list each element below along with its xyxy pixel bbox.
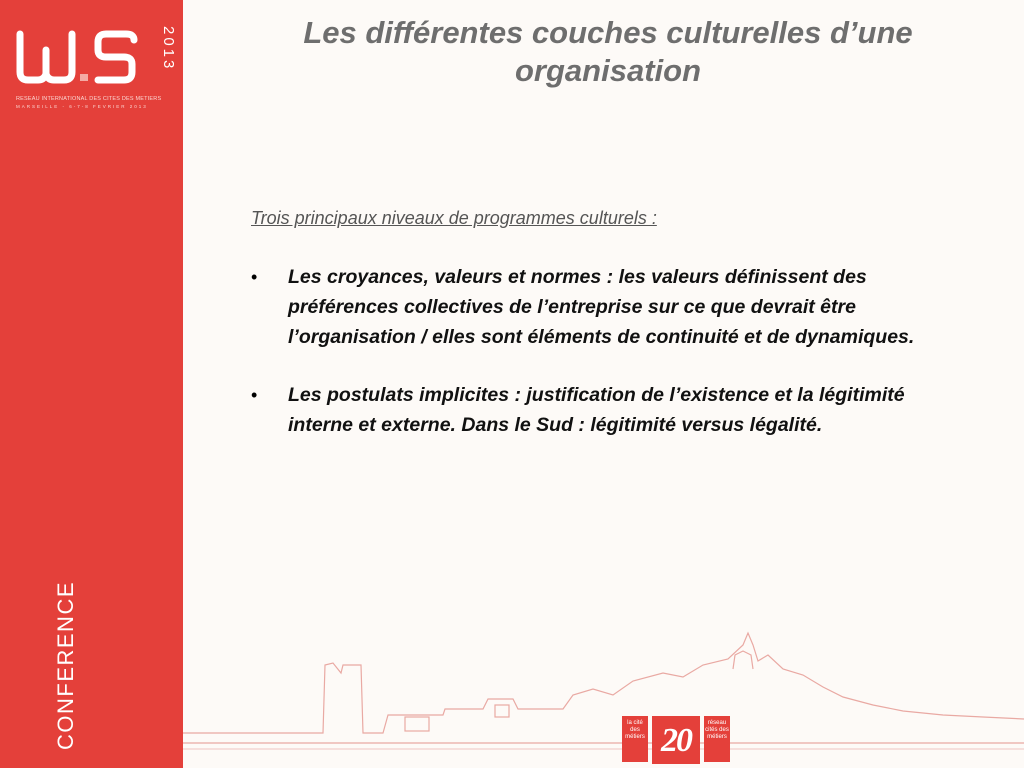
badge-center-label: 20 bbox=[661, 722, 691, 759]
marseille-skyline-illustration bbox=[183, 625, 1024, 768]
cite-des-metiers-badge bbox=[622, 716, 648, 762]
bullet-marker: • bbox=[251, 267, 258, 287]
conference-label: CONFERENCE bbox=[53, 580, 78, 750]
bullet-marker: • bbox=[251, 385, 258, 405]
bullet-list bbox=[251, 262, 951, 468]
logo-subtitle-line2: MARSEILLE - 6-7-8 FEVRIER 2013 bbox=[16, 104, 148, 109]
bullet-text: Les croyances, valeurs et normes : les valeurs définissent des préférences collectives de l’entreprise sur ce que devrait être l’organisation / elles sont éléments de continuité et de dynamiques. bbox=[288, 266, 915, 348]
logo-mark bbox=[14, 20, 177, 96]
bullet-item bbox=[251, 262, 951, 352]
bullet-text: Les postulats implicites : justification de l’existence et la légitimité interne et externe. Dans le Sud : légitimité versus légalité. bbox=[288, 384, 905, 436]
logo-subtitle-line1: RESEAU INTERNATIONAL DES CITES DES METIERS bbox=[16, 96, 162, 102]
slide-subtitle: Trois principaux niveaux de programmes culturels : bbox=[251, 208, 657, 228]
badge-right-label: réseau cités des métiers bbox=[705, 720, 729, 740]
logo-year: 2013 bbox=[160, 26, 177, 72]
twenty-years-badge bbox=[652, 716, 700, 764]
badge-left-label: la cité des métiers bbox=[625, 720, 645, 740]
sidebar bbox=[0, 0, 183, 768]
ws-2013-logo bbox=[14, 20, 177, 120]
bullet-item bbox=[251, 380, 951, 440]
slide-title: Les différentes couches culturelles d’une organisation bbox=[303, 15, 913, 88]
reseau-cites-badge bbox=[704, 716, 730, 762]
